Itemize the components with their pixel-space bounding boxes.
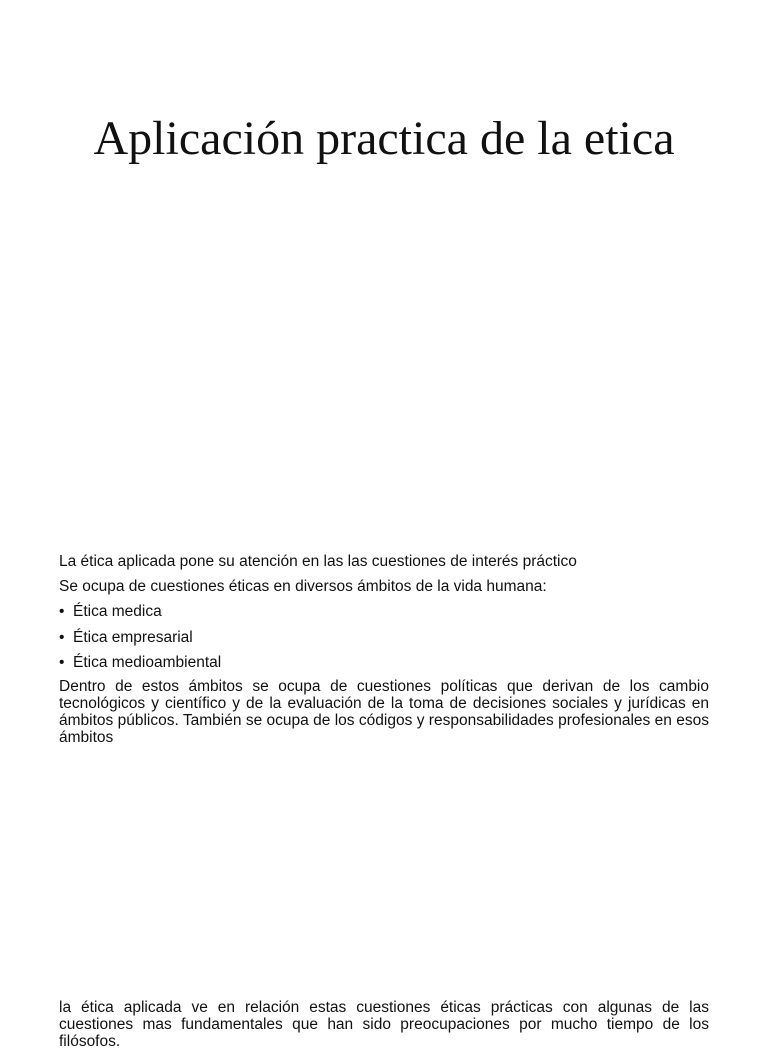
bullet-icon: • xyxy=(59,654,65,671)
intro-line: La ética aplicada pone su atención en las las cuestiones de interés práctico xyxy=(59,553,577,570)
page-title: Aplicación practica de la etica xyxy=(93,112,675,165)
scope-line: Se ocupa de cuestiones éticas en diversos ámbitos de la vida humana: xyxy=(59,578,547,595)
paragraph-2: la ética aplicada ve en relación estas cuestiones éticas prácticas con algunas de las cuestiones mas fundamentales que han sido preocupaciones por mucho tiempo de los filósofos. xyxy=(59,998,709,1050)
paragraph-1: Dentro de estos ámbitos se ocupa de cuestiones políticas que derivan de los cambio tecnológicos y científico y de la evaluación de la toma de decisiones sociales y jurídicas en ámbitos públicos. También se ocupa de los códigos y responsabilidades profesionales en esos ámbitos xyxy=(59,677,709,746)
list-item xyxy=(59,650,709,676)
list-item-label: Ética medioambiental xyxy=(73,654,222,671)
list-item xyxy=(59,625,709,651)
list-item-label: Ética empresarial xyxy=(73,628,193,646)
list-item-label: Ética medica xyxy=(73,603,162,620)
bullet-list xyxy=(59,599,709,676)
content-block xyxy=(59,549,709,746)
bullet-icon: • xyxy=(59,603,65,620)
bullet-icon: • xyxy=(59,628,65,646)
list-item xyxy=(59,599,709,625)
